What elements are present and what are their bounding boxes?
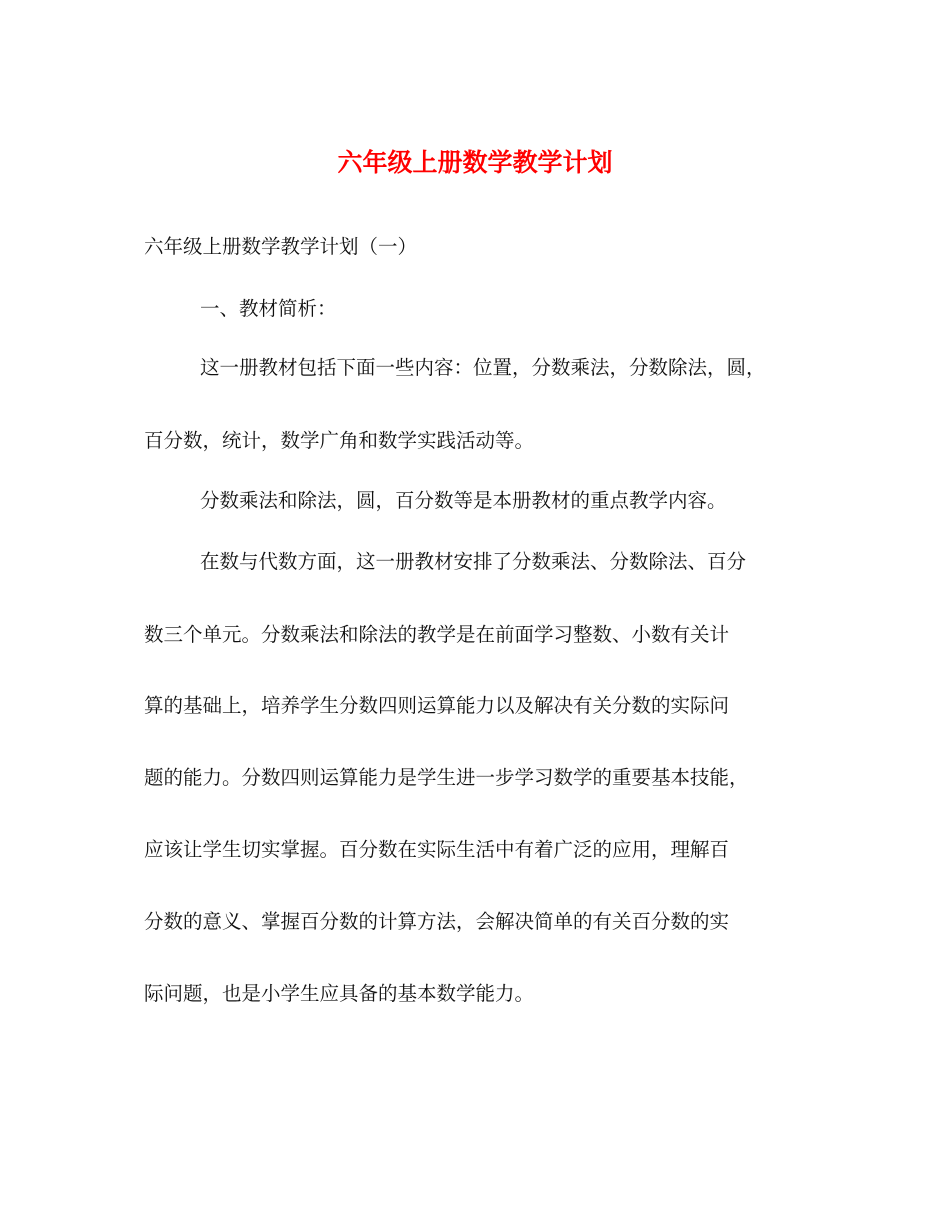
paragraph-line: 这一册教材包括下面一些内容：位置，分数乘法，分数除法，圆， — [200, 356, 766, 379]
paragraph-line: 在数与代数方面，这一册教材安排了分数乘法、分数除法、百分 — [200, 550, 747, 573]
paragraph-line: 分数的意义、掌握百分数的计算方法，会解决简单的有关百分数的实 — [144, 910, 730, 933]
section-heading: 一、教材简析： — [200, 297, 337, 320]
paragraph-line: 百分数，统计，数学广角和数学实践活动等。 — [144, 429, 535, 452]
document-title: 六年级上册数学教学计划 — [337, 148, 613, 177]
paragraph-line: 应该让学生切实掌握。百分数在实际生活中有着广泛的应用，理解百 — [144, 838, 730, 861]
paragraph-line: 数三个单元。分数乘法和除法的教学是在前面学习整数、小数有关计 — [144, 623, 730, 646]
paragraph-line: 际问题，也是小学生应具备的基本数学能力。 — [144, 982, 535, 1005]
document-subtitle: 六年级上册数学教学计划（一） — [144, 235, 418, 258]
paragraph-line: 题的能力。分数四则运算能力是学生进一步学习数学的重要基本技能， — [144, 766, 749, 789]
paragraph-line: 算的基础上，培养学生分数四则运算能力以及解决有关分数的实际问 — [144, 694, 730, 717]
paragraph-line: 分数乘法和除法，圆，百分数等是本册教材的重点教学内容。 — [200, 489, 727, 512]
